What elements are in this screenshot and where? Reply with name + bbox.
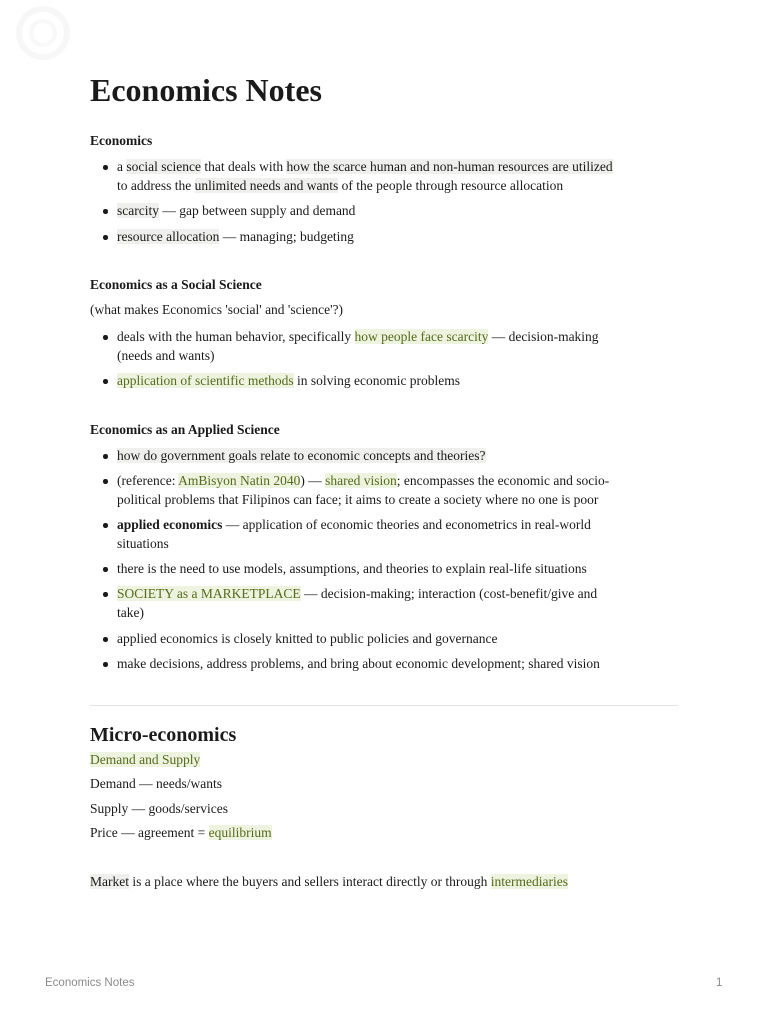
list-item [117, 327, 677, 365]
highlight: Demand and Supply [90, 752, 201, 767]
text: (needs and wants) [117, 348, 215, 363]
watermark-logo-icon [14, 4, 72, 62]
list-item [117, 157, 677, 195]
text: take) [117, 605, 144, 620]
highlight: social science [126, 159, 201, 174]
list-item [117, 584, 677, 622]
highlight: intermediaries [490, 874, 568, 889]
list-item: there is the need to use models, assumptions, and theories to explain real-life situations [117, 559, 677, 578]
list-item [117, 515, 677, 553]
text: is a place where the buyers and sellers interact directly or through [128, 874, 491, 889]
section-heading-economics: Economics [90, 133, 153, 148]
highlight: shared vision [325, 473, 397, 488]
section-subtitle: (what makes Economics 'social' and 'science'?) [90, 302, 344, 317]
text: situations [117, 536, 169, 551]
text: ; encompasses the economic and socio- [396, 473, 610, 488]
text: — decision-making; interaction (cost-benefit/give and [300, 586, 598, 601]
paragraph: Supply — goods/services [90, 801, 228, 816]
text: (reference: [117, 473, 179, 488]
section-heading-micro-economics: Micro-economics [90, 724, 237, 746]
list-item [117, 227, 677, 246]
highlight: application of scientific methods [117, 373, 294, 388]
list-item: make decisions, address problems, and bring about economic development; shared vision [117, 654, 677, 673]
highlight: Market [90, 874, 129, 889]
section-heading-social-science: Economics as a Social Science [90, 277, 262, 292]
text: to address the [117, 178, 195, 193]
page-number: 1 [716, 977, 723, 989]
highlight: resource allocation [117, 229, 220, 244]
page-title: Economics Notes [90, 72, 322, 108]
text: that deals with [200, 159, 287, 174]
divider [90, 705, 678, 706]
text: political problems that Filipinos can face; it aims to create a society where no one is poor [117, 492, 599, 507]
highlight: how do government goals relate to economic concepts and theories? [117, 448, 486, 463]
text: ) — [300, 473, 326, 488]
list-item [117, 201, 677, 220]
section-heading-applied-science: Economics as an Applied Science [90, 422, 280, 437]
list-item [117, 446, 677, 465]
highlight: scarcity [117, 203, 159, 218]
text: of the people through resource allocation [338, 178, 564, 193]
list-item [117, 471, 677, 509]
text: a [117, 159, 127, 174]
highlight: how the scarce human and non-human resources are utilized [286, 159, 613, 174]
text: in solving economic problems [293, 373, 461, 388]
paragraph [90, 824, 272, 842]
text: — application of economic theories and econometrics in real-world [222, 517, 591, 532]
highlight: SOCIETY as a MARKETPLACE [117, 586, 301, 601]
highlight: how people face scarcity [354, 329, 489, 344]
highlight: AmBisyon Natin 2040 [178, 473, 301, 488]
text: Price — agreement = [90, 825, 209, 840]
bold-term: applied economics [117, 517, 223, 532]
highlight: equilibrium [208, 825, 272, 840]
paragraph [90, 751, 200, 769]
list-item: applied economics is closely knitted to public policies and governance [117, 629, 677, 648]
text: deals with the human behavior, specifically [117, 329, 355, 344]
paragraph [90, 873, 568, 891]
text: — decision-making [488, 329, 599, 344]
list-item [117, 371, 677, 390]
highlight: unlimited needs and wants [194, 178, 339, 193]
text: — managing; budgeting [219, 229, 354, 244]
paragraph: Demand — needs/wants [90, 776, 222, 791]
text: — gap between supply and demand [158, 203, 356, 218]
footer-title: Economics Notes [45, 977, 135, 989]
